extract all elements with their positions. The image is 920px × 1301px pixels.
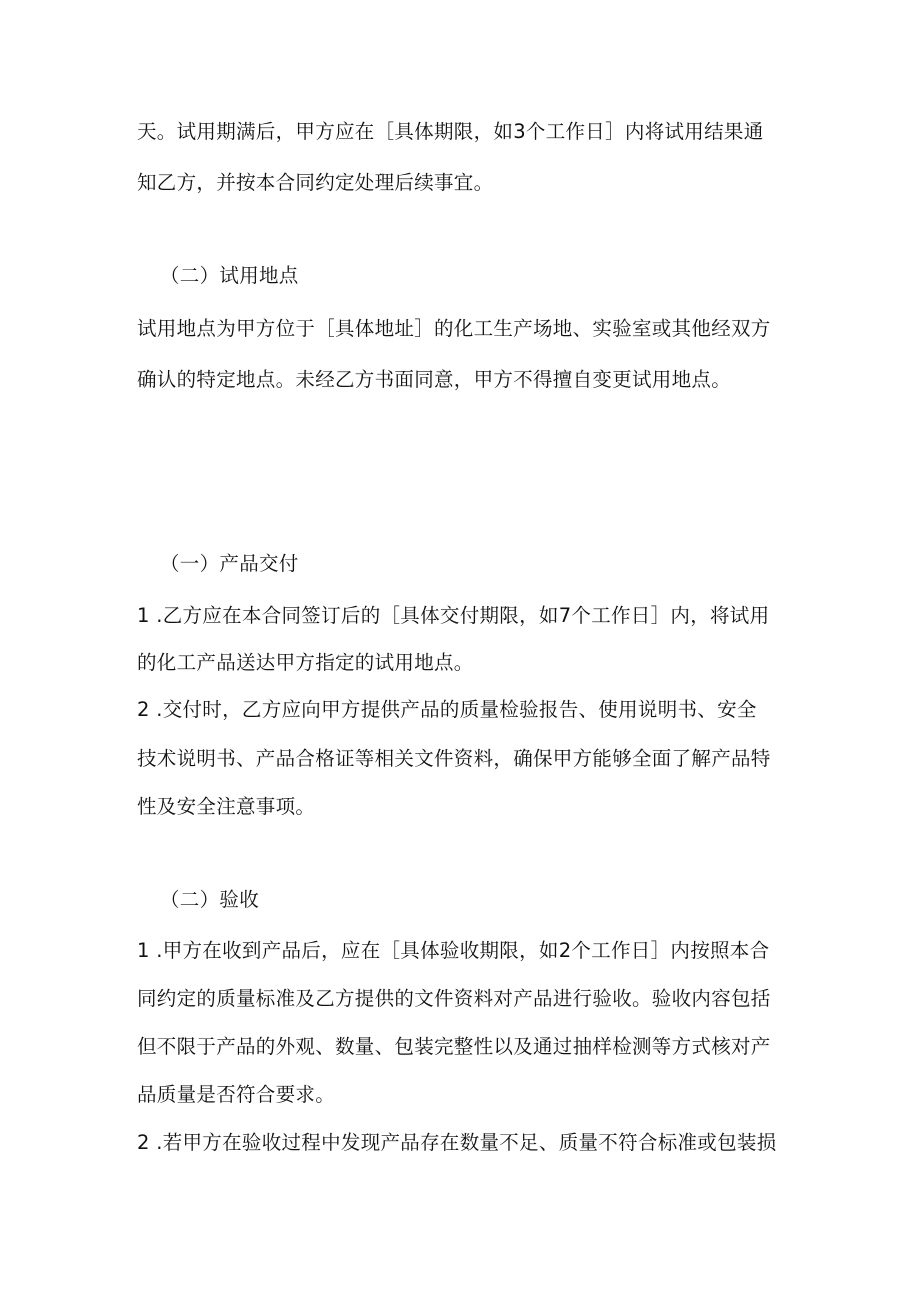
list-item-line: 品质量是否符合要求。 — [137, 1083, 336, 1106]
list-item-line: 同约定的质量标准及乙方提供的文件资料对产品进行验收。验收内容包括 — [137, 987, 771, 1010]
paragraph-line: 知乙方，并按本合同约定处理后续事宜。 — [137, 171, 494, 194]
section-heading-trial-location: （二）试用地点 — [160, 264, 299, 287]
section-heading-delivery: （一）产品交付 — [160, 552, 299, 575]
list-item-line: 1 .乙方应在本合同签订后的［具体交付期限，如7个工作日］内，将试用 — [137, 604, 770, 627]
list-item-line: 性及安全注意事项。 — [137, 795, 316, 818]
paragraph-line: 天。试用期满后，甲方应在［具体期限，如3个工作日］内将试用结果通 — [137, 120, 764, 143]
list-item-line: 1 .甲方在收到产品后，应在［具体验收期限，如2个工作日］内按照本合 — [137, 939, 770, 962]
list-item-line: 但不限于产品的外观、数量、包装完整性以及通过抽样检测等方式核对产 — [137, 1035, 771, 1058]
list-item-line: 2 .交付时，乙方应向甲方提供产品的质量检验报告、使用说明书、安全 — [137, 698, 757, 721]
paragraph-line: 确认的特定地点。未经乙方书面同意，甲方不得擅自变更试用地点。 — [137, 368, 732, 391]
paragraph-line: 试用地点为甲方位于［具体地址］的化工生产场地、实验室或其他经双方 — [137, 317, 771, 340]
list-item-line: 的化工产品送达甲方指定的试用地点。 — [137, 651, 474, 674]
list-item-line: 2 .若甲方在验收过程中发现产品存在数量不足、质量不符合标准或包装损 — [137, 1131, 777, 1154]
section-heading-acceptance: （二）验收 — [160, 888, 260, 911]
list-item-line: 技术说明书、产品合格证等相关文件资料，确保甲方能够全面了解产品特 — [137, 747, 771, 770]
